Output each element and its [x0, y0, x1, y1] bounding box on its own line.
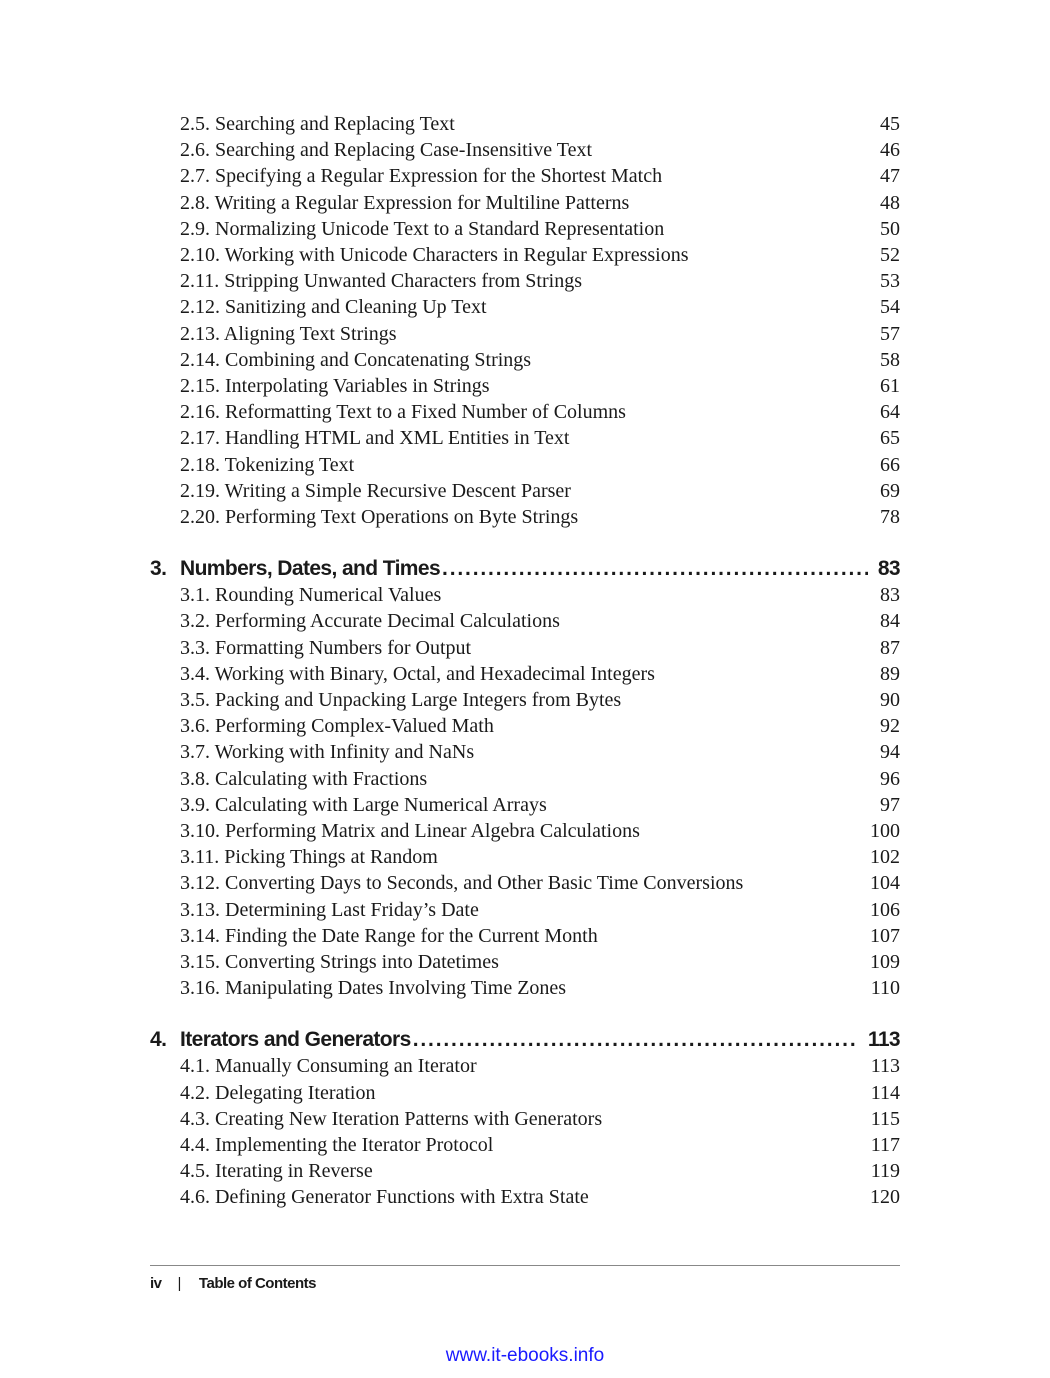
toc-entry-page: 50	[880, 217, 900, 240]
toc-entry[interactable]	[180, 1184, 900, 1210]
toc-entry-page: 92	[880, 715, 900, 738]
toc-entry-page: 87	[880, 636, 900, 659]
toc-entry-page: 113	[870, 1055, 900, 1078]
toc-entry-page: 94	[880, 741, 900, 764]
dot-leader	[442, 554, 868, 584]
toc-entry-title: 2.19. Writing a Simple Recursive Descent Parser	[180, 479, 571, 502]
toc-entry-page: 102	[870, 846, 900, 869]
toc-entry[interactable]	[180, 294, 900, 320]
toc-entry[interactable]	[180, 635, 900, 661]
toc-entry-title: 3.12. Converting Days to Seconds, and Other Basic Time Conversions	[180, 872, 744, 895]
toc-entry-page: 110	[870, 977, 900, 1000]
toc-entry[interactable]	[180, 478, 900, 504]
toc-entry[interactable]	[180, 242, 900, 268]
toc-entry-page: 66	[880, 453, 900, 476]
toc-chapter-heading[interactable]	[150, 554, 900, 584]
toc-entry[interactable]	[180, 1158, 900, 1184]
toc-entry-page: 96	[880, 767, 900, 790]
chapter-title: Numbers, Dates, and Times	[180, 557, 441, 581]
toc-entry[interactable]	[180, 1053, 900, 1079]
toc-entry[interactable]	[180, 163, 900, 189]
toc-entry-page: 61	[880, 375, 900, 397]
toc-entry[interactable]	[180, 137, 900, 163]
toc-entry[interactable]	[180, 582, 900, 608]
toc-entry-title: 2.14. Combining and Concatenating Strings	[180, 348, 532, 371]
toc-entry-title: 2.8. Writing a Regular Expression for Multiline Patterns	[180, 191, 630, 214]
toc-entry[interactable]	[180, 268, 900, 294]
toc-entry-title: 2.9. Normalizing Unicode Text to a Standard Representation	[180, 217, 665, 240]
toc-entry[interactable]	[180, 347, 900, 373]
toc-entry-title: 3.10. Performing Matrix and Linear Algebra Calculations	[180, 820, 640, 842]
toc-entry-page: 106	[870, 898, 900, 921]
chapter-number: 4.	[150, 1028, 167, 1052]
dot-leader	[413, 1025, 858, 1055]
toc-entry-page: 64	[880, 401, 900, 424]
toc-entry[interactable]	[180, 661, 900, 687]
toc-entry[interactable]	[180, 739, 900, 765]
toc-entry-title: 4.3. Creating New Iteration Patterns with Generators	[180, 1107, 603, 1130]
toc-entry[interactable]	[180, 452, 900, 478]
toc-entry-title: 2.11. Stripping Unwanted Characters from Strings	[180, 270, 582, 293]
toc-entry[interactable]	[180, 504, 900, 530]
footer-page-number: iv	[150, 1274, 162, 1292]
toc-entry-title: 3.13. Determining Last Friday’s Date	[180, 898, 479, 921]
chapter-number: 3.	[150, 557, 167, 581]
toc-entry-title: 3.9. Calculating with Large Numerical Arrays	[180, 793, 547, 816]
toc-entry-page: 119	[870, 1160, 900, 1183]
toc-entry-page: 47	[880, 165, 900, 188]
toc-entry[interactable]	[180, 111, 900, 137]
toc-entry-title: 3.8. Calculating with Fractions	[180, 767, 428, 790]
toc-entry[interactable]	[180, 687, 900, 713]
toc-entry-page: 54	[880, 296, 900, 319]
toc-entry[interactable]	[180, 844, 900, 870]
toc-chapter-heading[interactable]	[150, 1025, 900, 1055]
footer-separator: |	[177, 1274, 181, 1292]
toc-entry-page: 78	[880, 506, 900, 528]
toc-entry-title: 3.14. Finding the Date Range for the Current Month	[180, 924, 598, 947]
toc-entry-title: 4.4. Implementing the Iterator Protocol	[180, 1134, 494, 1156]
chapter-page: 83	[877, 557, 900, 581]
toc-entry[interactable]	[180, 190, 900, 216]
toc-entry-title: 3.11. Picking Things at Random	[180, 846, 438, 869]
toc-entry[interactable]	[180, 818, 900, 844]
toc-entry[interactable]	[180, 766, 900, 792]
toc-entry-page: 89	[880, 662, 900, 685]
website-link[interactable]: www.it-ebooks.info	[445, 1345, 605, 1366]
toc-entry-title: 4.5. Iterating in Reverse	[180, 1160, 373, 1183]
toc-entry[interactable]	[180, 870, 900, 896]
toc-entry-title: 3.5. Packing and Unpacking Large Integers from Bytes	[180, 689, 622, 711]
toc-entry-page: 48	[880, 191, 900, 214]
toc-entry-page: 58	[880, 348, 900, 371]
toc-entry[interactable]	[180, 897, 900, 923]
toc-entry-page: 53	[880, 270, 900, 293]
toc-entry-title: 2.13. Aligning Text Strings	[180, 322, 397, 345]
toc-entry-title: 4.2. Delegating Iteration	[180, 1081, 376, 1104]
toc-entry-title: 2.10. Working with Unicode Characters in Regular Expressions	[180, 244, 689, 266]
toc-entry-title: 2.16. Reformatting Text to a Fixed Number of Columns	[180, 401, 626, 424]
toc-entry-title: 3.1. Rounding Numerical Values	[180, 584, 442, 607]
toc-entry[interactable]	[180, 216, 900, 242]
toc-entry-page: 109	[870, 951, 900, 973]
toc-entry-page: 107	[870, 924, 900, 947]
toc-entry-page: 83	[880, 584, 900, 607]
toc-entry[interactable]	[180, 608, 900, 634]
toc-entry-page: 46	[880, 139, 900, 162]
toc-entry-title: 2.12. Sanitizing and Cleaning Up Text	[180, 296, 487, 319]
toc-entry[interactable]	[180, 399, 900, 425]
toc-entry-page: 100	[870, 820, 900, 842]
toc-entry-title: 2.17. Handling HTML and XML Entities in Text	[180, 427, 570, 450]
toc-entry-title: 3.7. Working with Infinity and NaNs	[180, 741, 475, 764]
toc-entry-page: 114	[870, 1081, 900, 1104]
toc-entry-page: 84	[880, 610, 900, 633]
toc-entry-title: 3.15. Converting Strings into Datetimes	[180, 951, 499, 973]
toc-entry-page: 57	[880, 322, 900, 345]
page-footer	[150, 1272, 316, 1294]
footer-divider	[150, 1265, 900, 1266]
toc-entry-title: 3.2. Performing Accurate Decimal Calculations	[180, 610, 560, 633]
toc-entry[interactable]	[180, 949, 900, 975]
toc-entry-title: 2.20. Performing Text Operations on Byte Strings	[180, 506, 579, 528]
toc-entry-page: 65	[880, 427, 900, 450]
toc-entry-page: 97	[880, 793, 900, 816]
chapter-page: 113	[867, 1028, 900, 1052]
toc-entry-page: 120	[870, 1186, 900, 1209]
toc-entry[interactable]	[180, 975, 900, 1001]
toc-entry-title: 4.1. Manually Consuming an Iterator	[180, 1055, 477, 1078]
toc-entry-page: 115	[870, 1107, 900, 1130]
chapter-title: Iterators and Generators	[180, 1028, 411, 1052]
toc-entry-title: 2.18. Tokenizing Text	[180, 453, 355, 476]
toc-entry[interactable]	[180, 1080, 900, 1106]
toc-entry-page: 90	[880, 689, 900, 711]
toc-entry-title: 3.6. Performing Complex-Valued Math	[180, 715, 494, 738]
toc-entry-title: 3.16. Manipulating Dates Involving Time Zones	[180, 977, 567, 1000]
toc-entry-title: 3.3. Formatting Numbers for Output	[180, 636, 472, 659]
toc-entry-page: 69	[880, 479, 900, 502]
toc-entry-page: 117	[870, 1134, 900, 1156]
toc-entry-title: 3.4. Working with Binary, Octal, and Hexadecimal Integers	[180, 662, 655, 685]
toc-entry[interactable]	[180, 425, 900, 451]
toc-entry-title: 2.15. Interpolating Variables in Strings	[180, 375, 490, 397]
toc-entry[interactable]	[180, 923, 900, 949]
toc-entry[interactable]	[180, 1132, 900, 1158]
toc-entry-title: 4.6. Defining Generator Functions with Extra State	[180, 1186, 589, 1209]
toc-entry-page: 52	[880, 244, 900, 266]
toc-entry-title: 2.6. Searching and Replacing Case-Insensitive Text	[180, 139, 593, 162]
toc-entry[interactable]	[180, 373, 900, 399]
toc-entry-page: 45	[880, 113, 900, 135]
toc-entry[interactable]	[180, 713, 900, 739]
toc-entry[interactable]	[180, 1106, 900, 1132]
toc-entry[interactable]	[180, 792, 900, 818]
toc-entry[interactable]	[180, 321, 900, 347]
toc-entry-title: 2.7. Specifying a Regular Expression for the Shortest Match	[180, 165, 663, 188]
footer-running-title: Table of Contents	[198, 1274, 316, 1292]
toc-entry-page: 104	[870, 872, 900, 895]
toc-entry-title: 2.5. Searching and Replacing Text	[180, 113, 455, 135]
